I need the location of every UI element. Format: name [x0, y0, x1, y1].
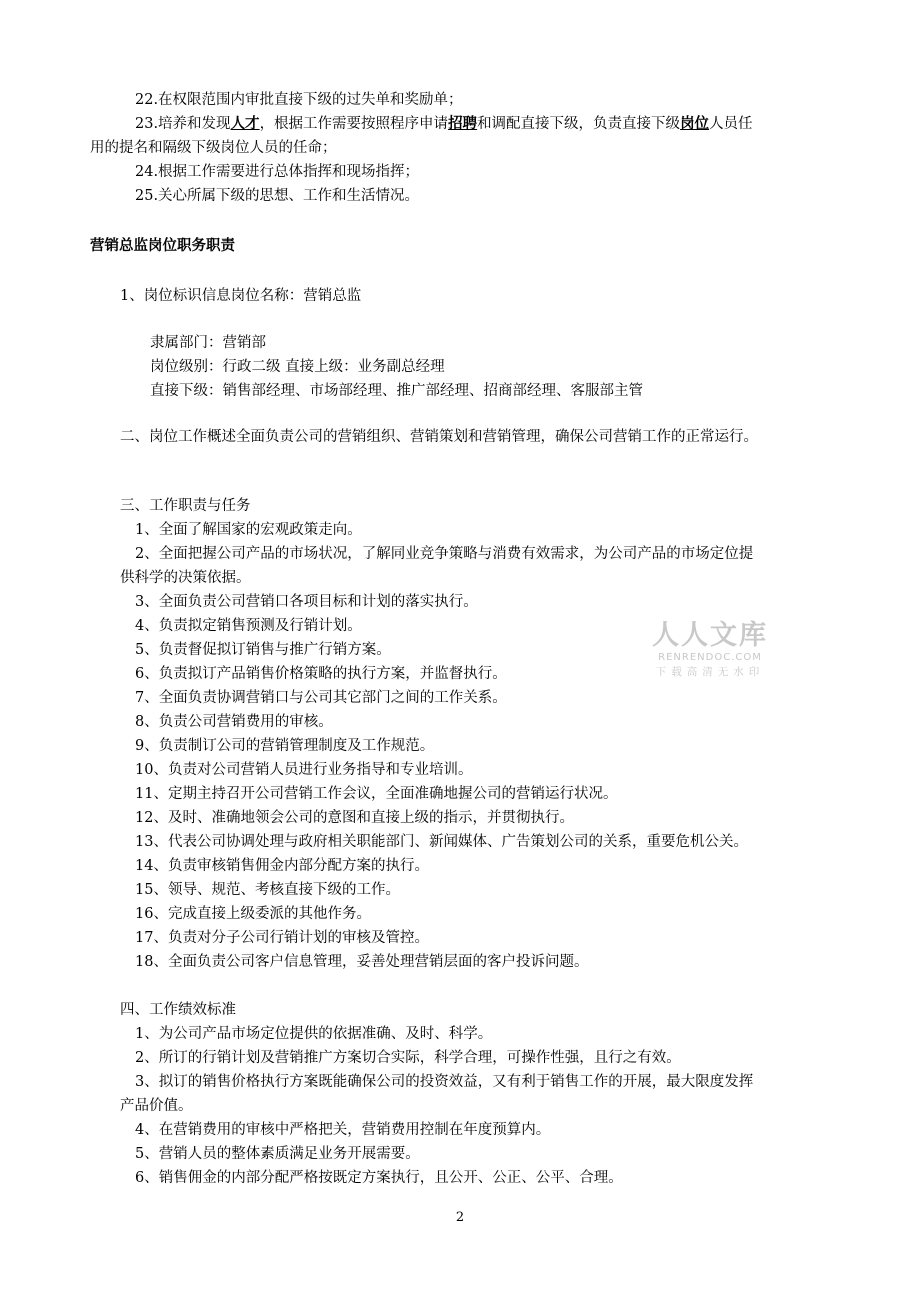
- part4-item: 6、销售佣金的内部分配严格按既定方案执行，且公开、公正、公平、合理。: [135, 1170, 623, 1186]
- part3-item: 13、代表公司协调处理与政府相关职能部门、新闻媒体、广告策划公司的关系，重要危机公关。: [135, 834, 748, 850]
- part3-item: 8、负责公司营销费用的审核。: [135, 714, 333, 730]
- part3-item: 1、全面了解国家的宏观政策走向。: [135, 522, 362, 538]
- section-title: 营销总监岗位职务职责: [90, 238, 235, 254]
- part3-item: 5、负责督促拟订销售与推广行销方案。: [135, 642, 391, 658]
- page-number: 2: [455, 1210, 465, 1225]
- part3-item: 15、领导、规范、考核直接下级的工作。: [135, 882, 400, 898]
- item-22: 22.在权限范围内审批直接下级的过失单和奖励单；: [135, 92, 463, 108]
- part3-item: 11、定期主持召开公司营销工作会议，全面准确地握公司的营销运行状况。: [135, 786, 618, 802]
- part1-department: 隶属部门：营销部: [150, 335, 266, 351]
- item-23-line1: [135, 115, 753, 133]
- watermark-site: RENRENDOC.COM: [658, 652, 762, 663]
- part4-item: 3、拟订的销售价格执行方案既能确保公司的投资效益，又有利于销售工作的开展，最大限度发挥: [135, 1074, 754, 1090]
- part4-item: 4、在营销费用的审核中严格把关，营销费用控制在年度预算内。: [135, 1122, 551, 1138]
- watermark-logo: [648, 620, 772, 680]
- keyword-link-recruit[interactable]: 招聘: [448, 115, 478, 132]
- item-23-text-b: 和调配直接下级，负责直接下级: [477, 116, 681, 132]
- keyword-link-talent[interactable]: 人才: [230, 115, 260, 132]
- item-23-prefix: 23.培养和发现: [135, 116, 231, 132]
- part3-item: 17、负责对分子公司行销计划的审核及管控。: [135, 930, 429, 946]
- item-24: 24.根据工作需要进行总体指挥和现场指挥；: [135, 164, 420, 180]
- part3-item: 7、全面负责协调营销口与公司其它部门之间的工作关系。: [135, 690, 507, 706]
- part4-heading: 四、工作绩效标准: [120, 1002, 236, 1018]
- part4-item: 5、营销人员的整体素质满足业务开展需要。: [135, 1146, 420, 1162]
- part3-item: 10、负责对公司营销人员进行业务指导和专业培训。: [135, 762, 473, 778]
- part4-item: 2、所订的行销计划及营销推广方案切合实际，科学合理，可操作性强，且行之有效。: [135, 1050, 681, 1066]
- part3-item: 16、完成直接上级委派的其他作务。: [135, 906, 371, 922]
- part3-item: 12、及时、准确地领会公司的意图和直接上级的指示，并贯彻执行。: [135, 810, 574, 826]
- item-23-text-a: ，根据工作需要按照程序申请: [259, 116, 449, 132]
- part3-item: 2、全面把握公司产品的市场状况，了解同业竞争策略与消费有效需求，为公司产品的市场定位提: [135, 546, 754, 562]
- part3-item: 14、负责审核销售佣金内部分配方案的执行。: [135, 858, 429, 874]
- watermark-slogan: 下载高清无水印: [655, 666, 765, 678]
- part3-item: 6、负责拟订产品销售价格策略的执行方案，并监督执行。: [135, 666, 507, 682]
- part3-heading: 三、工作职责与任务: [120, 498, 251, 514]
- watermark-title: 人人文库: [652, 620, 768, 651]
- part1-heading: 1、岗位标识信息岗位名称：营销总监: [120, 288, 362, 304]
- part3-item: 18、全面负责公司客户信息管理，妥善处理营销层面的客户投诉问题。: [135, 954, 589, 970]
- part3-item: 9、负责制订公司的营销管理制度及工作规范。: [135, 738, 435, 754]
- part4-item: 1、为公司产品市场定位提供的依据准确、及时、科学。: [135, 1026, 493, 1042]
- item-25: 25.关心所属下级的思想、工作和生活情况。: [135, 188, 420, 204]
- part1-level: 岗位级别：行政二级 直接上级：业务副总经理: [150, 359, 445, 375]
- keyword-link-position[interactable]: 岗位: [680, 115, 710, 132]
- part2-overview: 二、岗位工作概述全面负责公司的营销组织、营销策划和营销管理，确保公司营销工作的正常运行。: [120, 429, 758, 445]
- part3-item: 3、全面负责公司营销口各项目标和计划的落实执行。: [135, 594, 478, 610]
- part3-item: 4、负责拟定销售预测及行销计划。: [135, 618, 362, 634]
- item-23-line2: 用的提名和隔级下级岗位人员的任命；: [90, 140, 337, 156]
- part3-item-continued: 供科学的决策依据。: [120, 570, 251, 586]
- part1-subordinates: 直接下级：销售部经理、市场部经理、推广部经理、招商部经理、客服部主管: [150, 383, 643, 399]
- part4-item-continued: 产品价值。: [120, 1098, 193, 1114]
- item-23-text-c: 人员任: [709, 116, 753, 132]
